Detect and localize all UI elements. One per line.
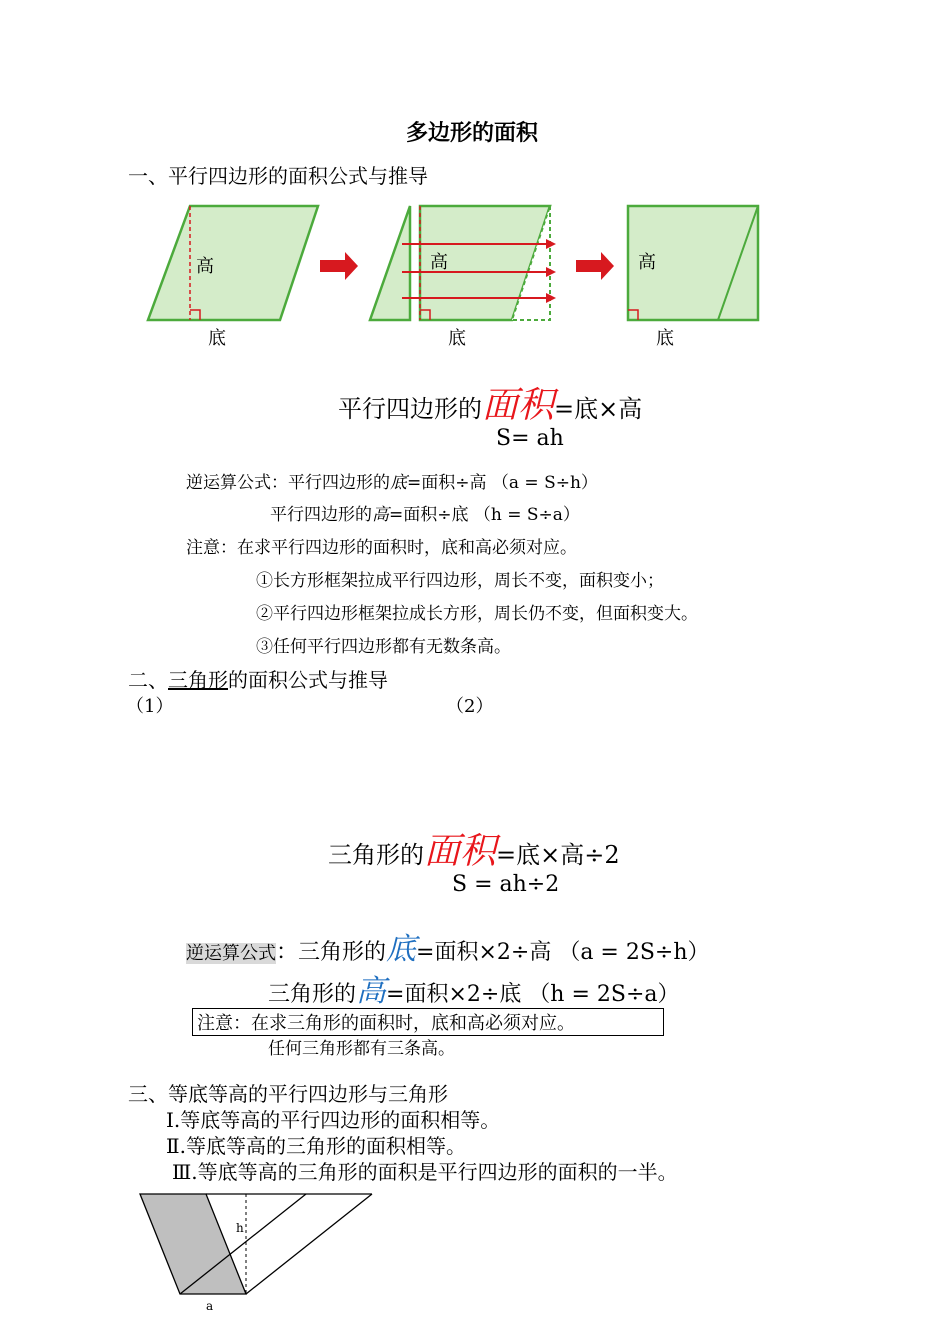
triangle-extra: 任何三角形都有三条高。 (268, 1039, 455, 1059)
formula-suffix: =底×高 (554, 395, 643, 423)
section3-item-3: Ⅲ.等底等高的三角形的面积是平行四边形的面积的一半。 (172, 1160, 678, 1184)
parallelogram-derivation-figure (140, 198, 770, 358)
height-label-1: 高 (196, 256, 214, 277)
page-title: 多边形的面积 (406, 120, 539, 146)
base-label-1: 底 (208, 328, 226, 349)
parallelogram-note: 注意：在求平行四边形的面积时，底和高必须对应。 (186, 538, 577, 558)
parallelogram-point-2: ②平行四边形框架拉成长方形，周长仍不变，但面积变大。 (256, 604, 698, 624)
parallelogram-area-formula (338, 384, 642, 431)
h-label: h (236, 1221, 244, 1235)
section2-sub2: （2） (446, 696, 494, 717)
triangle-inverse-line1: 逆运算公式：三角形的底=面积×2÷高 （a = 2S÷h） (186, 932, 710, 967)
parallelogram-point-3: ③任何平行四边形都有无数条高。 (256, 637, 511, 657)
section3-item-1: Ⅰ.等底等高的平行四边形的面积相等。 (166, 1108, 501, 1132)
height-label-3: 高 (638, 252, 656, 273)
formula-keyword: 面积 (482, 385, 555, 426)
arrow-icon (576, 252, 614, 280)
arrow-icon (320, 252, 358, 280)
formula-prefix: 平行四边形的 (338, 395, 482, 423)
base-label-3: 底 (656, 328, 674, 349)
base-label-2: 底 (448, 328, 466, 349)
equal-base-height-figure (136, 1188, 386, 1314)
triangle-area-symbol: S = ah÷2 (452, 872, 560, 897)
parallelogram-point-1: ①长方形框架拉成平行四边形，周长不变，面积变小； (256, 571, 664, 591)
section2-sub1: （1） (126, 696, 174, 717)
section3-heading: 三、等底等高的平行四边形与三角形 (128, 1082, 448, 1106)
shaded-parallelogram (140, 1194, 246, 1294)
cut-triangle (370, 206, 410, 320)
height-label-2: 高 (430, 252, 448, 273)
triangle-inverse-line2: 三角形的高=面积×2÷底 （h = 2S÷a） (268, 974, 680, 1009)
parallelogram-area-symbol: S= ah (496, 426, 564, 451)
triangle-area-formula: 三角形的面积=底×高÷2 (328, 831, 620, 872)
parallelogram-inverse-line1: 逆运算公式：平行四边形的底=面积÷高 （a = S÷h） (186, 473, 598, 493)
a-label: a (206, 1299, 214, 1313)
triangle-note: 注意：在求三角形的面积时，底和高必须对应。 (192, 1008, 664, 1036)
section1-heading: 一、平行四边形的面积公式与推导 (128, 164, 428, 188)
section3-item-2: Ⅱ.等底等高的三角形的面积相等。 (166, 1134, 466, 1158)
section2-heading: 二、三角形的面积公式与推导 (128, 668, 388, 692)
parallelogram-inverse-line2: 平行四边形的高=面积÷底 （h = S÷a） (270, 505, 580, 525)
parallelogram-shape (148, 206, 318, 320)
